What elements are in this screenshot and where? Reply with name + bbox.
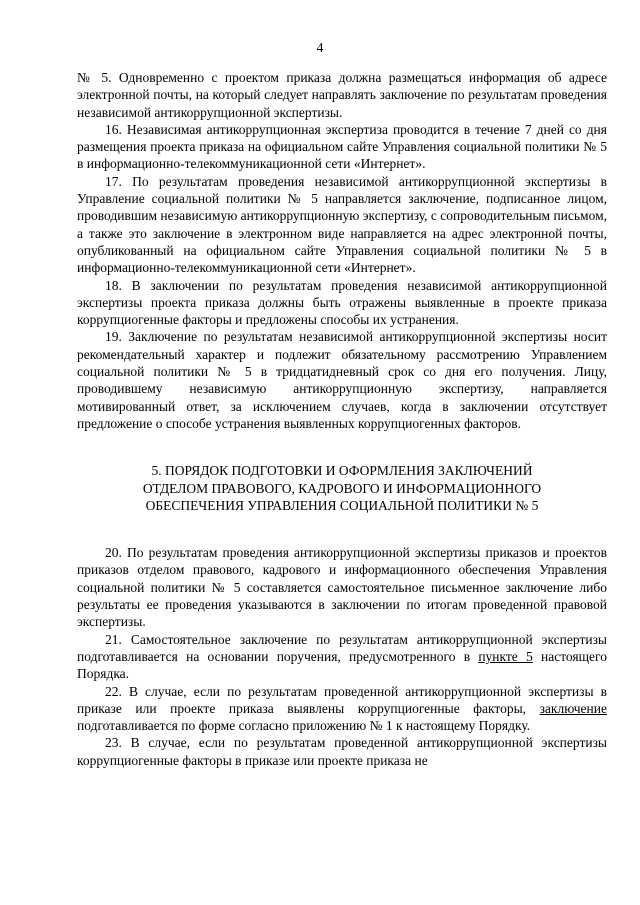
link-item-5[interactable]: пункте 5 bbox=[478, 648, 533, 664]
paragraph-15-continuation: № 5. Одновременно с проектом приказа должна размещаться информация об адресе электронной почты, на который следует направлять заключение по результатам проведения независимой антикоррупционной экспертизы. bbox=[77, 70, 607, 120]
page-number: 4 bbox=[316, 40, 324, 55]
link-conclusion[interactable]: заключение bbox=[539, 700, 607, 716]
paragraph-21-text-end: настоящего Порядка. bbox=[77, 648, 607, 682]
paragraph-23: 23. В случае, если по результатам проведенной антикоррупционной экспертизы коррупциогенные факторы в приказе или проекте приказа не bbox=[77, 735, 607, 768]
paragraph-16: 16. Независимая антикоррупционная экспертиза проводится в течение 7 дней со дня размещения проекта приказа на официальном сайте Управления социальной политики № 5 в информационно-телекоммуникационной сети «Интернет». bbox=[77, 121, 607, 172]
paragraph-18: 18. В заключении по результатам проведения независимой антикоррупционной экспертизы проекта приказа должны быть отражены выявленные в проекте приказа коррупциогенные факторы и предложены способы их устранения. bbox=[77, 277, 607, 328]
paragraph-19: 19. Заключение по результатам независимой антикоррупционной экспертизы носит рекомендательный характер и подлежит обязательному рассмотрению Управлением социальной политики № 5 в тридцатидневный срок со дня его получения. Лицу, проводившему независимую антикоррупционную экспертизу, направляется мотивированный ответ, за исключением случаев, когда в заключении отсутствует предложение о способе устранения выявленных коррупциогенных факторов. bbox=[77, 329, 607, 431]
document-body bbox=[77, 69, 607, 769]
section-heading-line: 5. ПОРЯДОК ПОДГОТОВКИ И ОФОРМЛЕНИЯ ЗАКЛЮЧЕНИЙ bbox=[151, 463, 533, 479]
paragraph-20: 20. По результатам проведения антикоррупционной экспертизы приказов и проектов приказов отделом правового, кадрового и информационного обеспечения Управления социальной политики № 5 составляется самостоятельное письменное заключение либо результаты ее проведения указываются в заключении по итогам проведенной правовой экспертизы. bbox=[77, 545, 607, 630]
section-heading-line: ОБЕСПЕЧЕНИЯ УПРАВЛЕНИЯ СОЦИАЛЬНОЙ ПОЛИТИКИ № 5 bbox=[145, 497, 539, 513]
paragraph-21 bbox=[77, 631, 607, 683]
paragraph-22-text: 22. В случае, если по результатам проведенной антикоррупционной экспертизы в приказе или проекте приказа выявлены коррупциогенные факторы, bbox=[77, 683, 607, 716]
paragraph-21-text: 21. Самостоятельное заключение по результатам антикоррупционной экспертизы подготавливается на основании поручения, предусмотренного в bbox=[77, 631, 607, 664]
paragraph-22 bbox=[77, 683, 607, 735]
paragraph-22-text-end: подготавливается по форме согласно приложению № 1 к настоящему Порядку. bbox=[77, 718, 531, 734]
section-5-heading bbox=[77, 462, 607, 514]
paragraph-17: 17. По результатам проведения независимой антикоррупционной экспертизы в Управление социальной политики № 5 направляется заключение, подписанное лицом, проводившим независимую антикоррупционную экспертизу, с сопроводительным письмом, а также это заключение в электронном виде направляется на адрес электронной почты, опубликованный на официальном сайте Управления социальной политики № 5 в информационно-телекоммуникационной сети «Интернет». bbox=[77, 173, 608, 276]
section-heading-line: ОТДЕЛОМ ПРАВОВОГО, КАДРОВОГО И ИНФОРМАЦИОННОГО bbox=[142, 480, 542, 496]
